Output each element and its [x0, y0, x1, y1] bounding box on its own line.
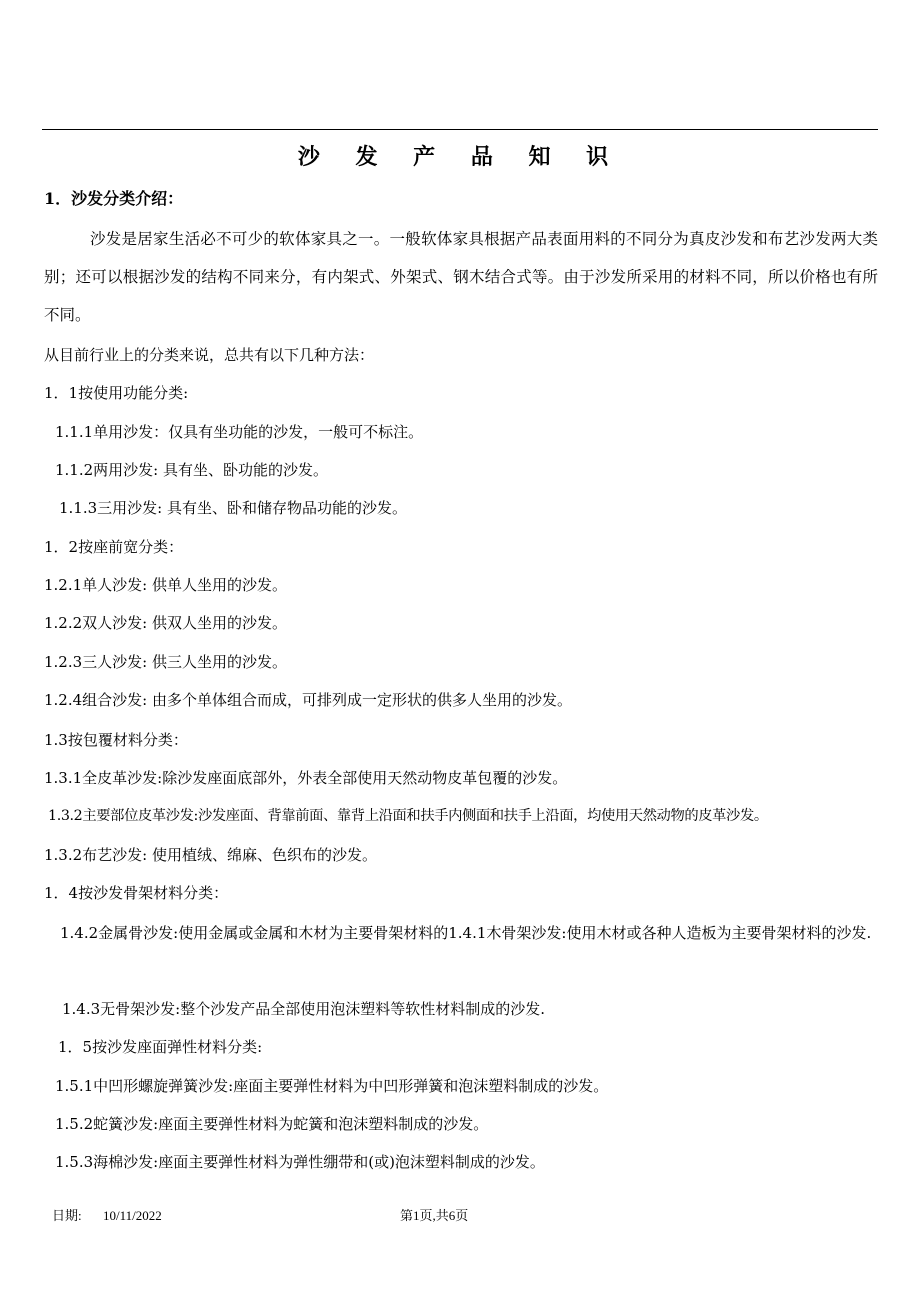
list-line: 1.3.2主要部位皮革沙发:沙发座面、背靠前面、靠背上沿面和扶手内侧面和扶手上沿面，均使用天然动物的皮革沙发。 — [48, 808, 768, 824]
list-line: 1．5按沙发座面弹性材料分类: — [58, 1038, 263, 1056]
list-line: 1.3按包覆材料分类： — [44, 731, 188, 749]
list-line: 1．1按使用功能分类: — [44, 384, 189, 402]
list-line: 1.5.1中凹形螺旋弹簧沙发:座面主要弹性材料为中凹形弹簧和泡沫塑料制成的沙发。 — [55, 1077, 609, 1095]
list-line: 1.1.3三用沙发: 具有坐、卧和储存物品功能的沙发。 — [59, 499, 407, 517]
list-line: 1.3.2布艺沙发: 使用植绒、绵麻、色织布的沙发。 — [44, 846, 377, 864]
page-title: 沙 发 产 品 知 识 — [297, 144, 623, 170]
list-line: 1.2.2双人沙发: 供双人坐用的沙发。 — [44, 614, 287, 632]
footer-page-info: 第1页,共6页 — [400, 1208, 469, 1223]
footer-date-label: 日期: — [52, 1208, 82, 1223]
list-line: 1．4按沙发骨架材料分类： — [44, 884, 229, 902]
list-line: 1.5.3海棉沙发:座面主要弹性材料为弹性绷带和(或)泡沫塑料制成的沙发。 — [55, 1153, 545, 1171]
list-line: 1．2按座前宽分类： — [44, 538, 184, 556]
section-heading: 1．沙发分类介绍： — [44, 189, 184, 208]
list-line: 1.2.4组合沙发: 由多个单体组合而成，可排列成一定形状的供多人坐用的沙发。 — [44, 691, 572, 709]
list-line: 1.2.3三人沙发: 供三人坐用的沙发。 — [44, 653, 287, 671]
list-line: 1.2.1单人沙发: 供单人坐用的沙发。 — [44, 576, 287, 594]
header-rule — [42, 129, 878, 130]
lead-in-text: 从目前行业上的分类来说，总共有以下几种方法： — [44, 346, 375, 364]
list-line: 1.1.2两用沙发: 具有坐、卧功能的沙发。 — [55, 461, 328, 479]
list-line: 1.1.1单用沙发：仅具有坐功能的沙发，一般可不标注。 — [55, 423, 424, 441]
list-line: 1.3.1全皮革沙发:除沙发座面底部外，外表全部使用天然动物皮革包覆的沙发。 — [44, 769, 568, 787]
list-line: 1.5.2蛇簧沙发:座面主要弹性材料为蛇簧和泡沫塑料制成的沙发。 — [55, 1115, 489, 1133]
wrapped-list-line: 1.4.2金属骨沙发:使用金属或金属和木材为主要骨架材料的1.4.1木骨架沙发:使用木材或各种人造板为主要骨架材料的沙发. — [60, 924, 872, 942]
intro-paragraph: 沙发是居家生活必不可少的软体家具之一。一般软体家具根据产品表面用料的不同分为真皮沙发和布艺沙发两大类别；还可以根据沙发的结构不同来分，有内架式、外架式、钢木结合式等。由于沙发所采用的材料不同，所以价格也有所不同。 — [44, 230, 878, 324]
footer-date-value: 10/11/2022 — [103, 1208, 162, 1223]
list-line: 1.4.3无骨架沙发:整个沙发产品全部使用泡沫塑料等软性材料制成的沙发. — [62, 1000, 545, 1018]
